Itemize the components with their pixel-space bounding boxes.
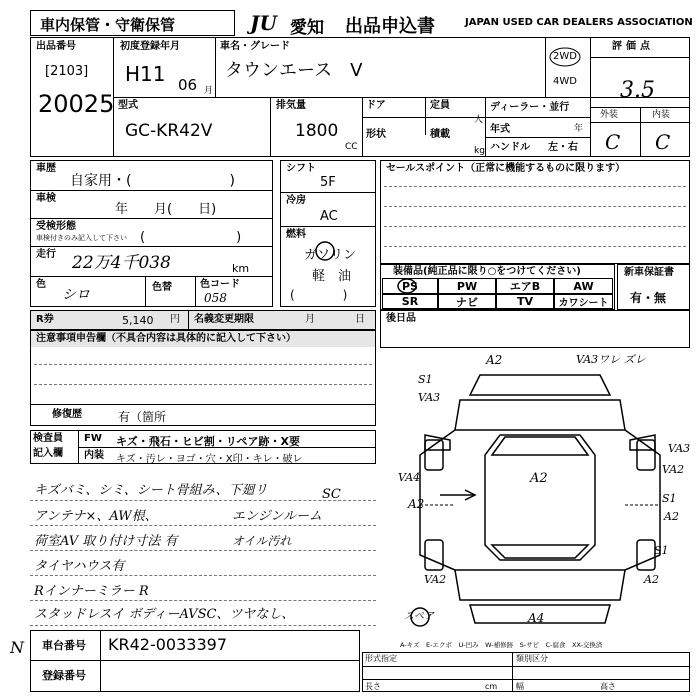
mileage-unit: km (232, 262, 250, 275)
width-label: 幅 (516, 682, 524, 691)
inspection-value: 年 月( 日) (115, 202, 217, 217)
rating-exterior-label: 外装 (600, 110, 619, 120)
mark-right-s1-lower: S1 (654, 544, 669, 557)
aircon-value: AC (320, 209, 338, 224)
rating-interior-label: 内装 (652, 110, 671, 120)
mark-roof-a2: A2 (530, 471, 548, 486)
fuel-label: 燃料 (286, 229, 306, 240)
rating-label: 評価点 (612, 41, 654, 52)
int-items: キズ・汚レ・ヨゴ・穴・X印・キレ・破レ (116, 454, 303, 465)
equip-airbag: エアB (496, 278, 554, 294)
handle-options: 左・右 (548, 142, 578, 153)
recycle-value: 5,140 (122, 314, 154, 327)
fw-items: キズ・飛石・ヒビ割・リペア跡・X要 (116, 435, 301, 448)
fw-label: FW (84, 433, 102, 444)
repaint-label: 色替 (152, 282, 172, 293)
model-label: 型式 (118, 100, 138, 111)
equipment-label: 装備品(純正品に限り○をつけてください) (393, 266, 581, 277)
new-warranty-value: 有・無 (630, 291, 667, 305)
new-warranty-label: 新車保証書 (624, 267, 674, 278)
mileage-value: 22万4千038 (72, 253, 171, 273)
drive-circle (548, 45, 584, 69)
mark-top-left: A2 (486, 353, 503, 367)
note-line-4: タイヤハウス有 (34, 559, 125, 574)
wheelchair-note: 車検付きのみ記入して下さい (36, 234, 127, 242)
margin-mark: N (10, 638, 24, 657)
sales-point-label: セールスポイント（正常に機能するものに限ります） (386, 163, 626, 174)
side-note-oil: オイル汚れ (232, 534, 292, 548)
mark-right-va2: VA2 (662, 463, 685, 476)
mark-bottom-a4: A4 (528, 611, 545, 625)
inspector-label-2: 記入欄 (33, 448, 63, 459)
note-line-5: Rインナーミラー R (34, 584, 149, 599)
dealer-label: ディーラー・並行 (490, 102, 570, 113)
length-label: 長さ (365, 682, 381, 691)
fuel-gasoline: ガソリン (304, 248, 357, 263)
rating-exterior: C (605, 130, 621, 154)
equip-tv: TV (496, 294, 554, 309)
chassis-value: KR42-0033397 (108, 635, 227, 654)
car-damage-diagram (410, 355, 690, 640)
note-line-6: スタッドレスイ ボディーAVSC、ツヤなし、 (34, 607, 295, 622)
mileage-label: 走行 (36, 249, 56, 260)
history-label: 車歴 (36, 163, 56, 174)
equip-ps: PS (382, 278, 438, 294)
wheelchair-label: 受検形態 (36, 221, 76, 232)
int-label: 内装 (84, 450, 104, 461)
height-label: 高さ (600, 682, 616, 691)
capacity-unit: 人 (474, 115, 484, 125)
mark-left-s1: S1 (418, 373, 433, 386)
type-spec-label: 形式指定 (365, 654, 397, 663)
year-unit: 年 (574, 124, 584, 134)
fuel-diesel: 軽 油 (312, 269, 352, 284)
mark-top-right: VA3ワレ ズレ (576, 353, 646, 366)
drive-2wd: 2WD (553, 51, 577, 62)
name-change-day: 日 (355, 314, 365, 325)
length-unit: cm (485, 682, 498, 691)
mark-right-lower-a2: A2 (644, 573, 659, 586)
fuel-selection-circle (314, 240, 336, 262)
note-line-1: キズバミ、シミ、シート骨組み、下廻リ (34, 483, 268, 498)
load-label: 積載 (430, 129, 450, 140)
repair-value: 有（箇所 (118, 410, 167, 424)
mark-left-a2: A2 (408, 497, 425, 511)
displacement-value: 1800 (295, 121, 339, 141)
equip-ps-circle (396, 277, 418, 295)
load-unit: kg (474, 146, 485, 156)
name-change-month: 月 (305, 314, 315, 325)
chassis-label: 車台番号 (42, 639, 86, 652)
color-label: 色 (36, 279, 46, 290)
mark-right-a2: A2 (664, 510, 679, 523)
equip-pw: PW (438, 278, 496, 294)
recycle-unit: 円 (170, 314, 180, 325)
shift-label: シフト (286, 163, 316, 174)
form-title: 出品申込書 (345, 16, 435, 37)
mark-left-va2: VA2 (424, 573, 447, 586)
inspector-label-1: 検査員 (33, 433, 63, 444)
lot-sub-number: [2103] (45, 64, 89, 79)
equip-sr: SR (382, 294, 438, 309)
equip-navi: ナビ (438, 294, 496, 309)
car-name-value: タウンエース V (225, 60, 363, 81)
recycle-label: R券 (36, 314, 54, 325)
registration-label: 初度登録年月 (120, 41, 180, 52)
category-label: 類別区分 (516, 654, 548, 663)
association-name: JAPAN USED CAR DEALERS ASSOCIATION (465, 17, 693, 28)
inspection-label: 車検 (36, 193, 56, 204)
history-value: 自家用・( ) (70, 173, 235, 189)
model-value: GC-KR42V (125, 121, 213, 141)
mark-spare: スペア (404, 611, 434, 622)
fuel-paren: ( ) (290, 288, 348, 302)
registration-month: 06 (178, 76, 198, 94)
wheelchair-value: ( ) (140, 230, 242, 245)
storage-text: 車内保管・守衛保管 (40, 16, 176, 34)
year-label: 年式 (490, 124, 510, 135)
rating-interior: C (655, 130, 671, 154)
mark-right-s1-upper: S1 (662, 492, 677, 505)
notes-label: 注意事項申告欄（不具合内容は具体的に記入して下さい） (36, 333, 296, 344)
side-note-sc: SC (322, 487, 341, 502)
color-code-label: 色コード (200, 279, 240, 290)
rating-score: 3.5 (620, 78, 655, 103)
lot-number: 20025 (38, 90, 115, 118)
aircon-label: 冷房 (286, 195, 306, 206)
displacement-label: 排気量 (276, 100, 306, 111)
note-line-2: アンテナ×、AW根、 (34, 509, 158, 524)
rear-items-box (380, 310, 690, 348)
sales-point-box (380, 160, 690, 264)
equip-leather: カワシート (554, 294, 613, 309)
registration-no-label: 登録番号 (42, 669, 86, 682)
doors-label: ドア (366, 100, 386, 111)
shift-value: 5F (320, 175, 336, 190)
car-name-label: 車名・グレード (220, 41, 290, 52)
mark-left-va3: VA3 (418, 391, 441, 404)
registration-month-unit: 月 (204, 86, 214, 96)
displacement-unit: CC (345, 142, 358, 152)
side-note-engine: エンジンルーム (232, 509, 323, 524)
mark-left-va4: VA4 (398, 471, 421, 484)
note-line-3: 荷室AV 取り付け寸法 有 (34, 534, 178, 549)
shape-label: 形状 (366, 129, 386, 140)
mark-right-va3: VA3 (668, 442, 691, 455)
registration-year: H11 (125, 62, 166, 86)
logo-region: 愛知 (290, 18, 324, 38)
name-change-label: 名義変更期限 (194, 314, 254, 325)
capacity-label: 定員 (430, 100, 450, 111)
rear-items-label: 後日品 (386, 313, 416, 324)
drive-4wd: 4WD (553, 76, 577, 87)
ju-logo: JU (250, 11, 277, 35)
damage-legend: A-キズ E-エクボ U-凹み W-補修跡 S-サビ C-腐食 XX-交換済 (400, 641, 603, 649)
handle-label: ハンドル (490, 142, 530, 153)
color-code-value: 058 (204, 291, 227, 305)
color-value: シロ (62, 287, 90, 303)
equip-aw: AW (554, 278, 613, 294)
repair-label: 修復歴 (52, 409, 82, 420)
lot-label: 出品番号 (36, 41, 76, 52)
